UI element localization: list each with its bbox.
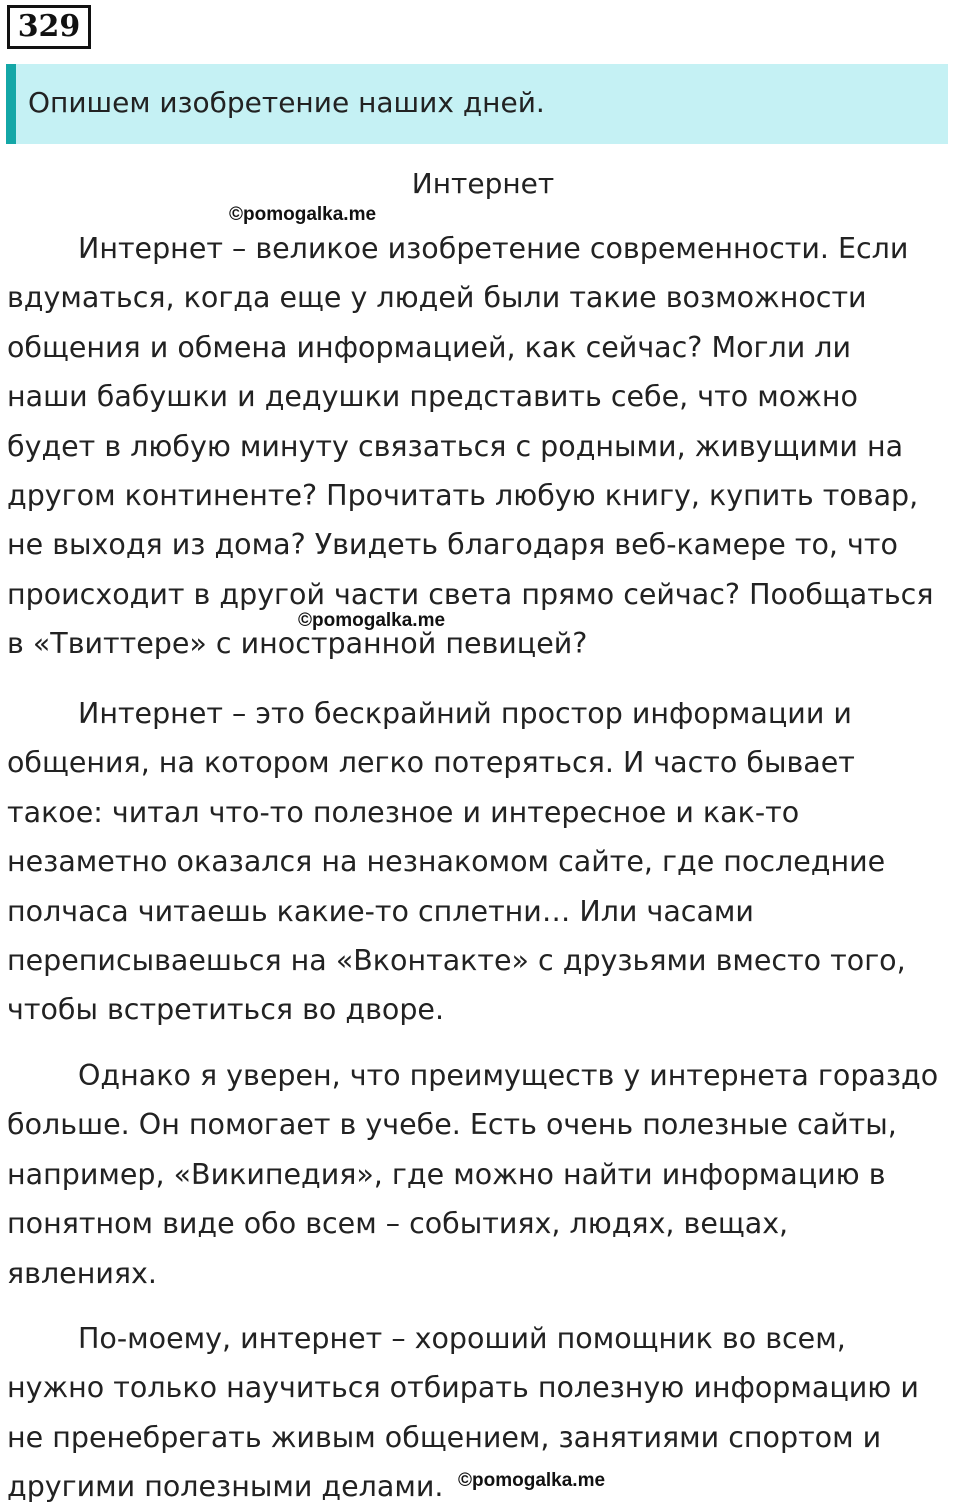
essay-paragraph-1 [7,224,960,669]
paragraph-line: чтобы встретиться во дворе. [7,993,445,1027]
paragraph-line: больше. Он помогает в учебе. Есть очень полезные сайты, [7,1108,897,1142]
paragraph-line: полчаса читаешь какие-то сплетни… Или часами [7,894,754,928]
paragraph-line: Интернет – великое изобретение современности. Если [78,232,909,265]
paragraph-line: другими полезными делами. [7,1470,444,1504]
paragraph-line: например, «Википедия», где можно найти информацию в [7,1157,886,1191]
essay-paragraph-3 [7,1051,960,1298]
watermark: ©pomogalka.me [229,204,377,225]
paragraph-line: будет в любую минуту связаться с родными, живущими на [7,429,904,463]
paragraph-line: Интернет – это бескрайний простор информации и [78,697,852,730]
paragraph-line: наши бабушки и дедушки представить себе, что можно [7,380,858,414]
watermark: ©pomogalka.me [458,1470,606,1491]
paragraph-line: не выходя из дома? Увидеть благодаря веб-камере то, что [7,528,898,562]
instruction-banner [6,64,948,144]
paragraph-line: общения, на котором легко потеряться. И часто бывает [7,746,855,780]
paragraph-line: Однако я уверен, что преимуществ у интернета гораздо [78,1059,939,1092]
paragraph-line: происходит в другой части света прямо сейчас? Пообщаться [7,577,934,611]
paragraph-line: понятном виде обо всем – событиях, людях, вещах, [7,1207,789,1241]
paragraph-line: общения и обмена информацией, как сейчас? Могли ли [7,330,852,364]
paragraph-line: переписываешься на «Вконтакте» с друзьями вместо того, [7,943,906,977]
instruction-text: Опишем изобретение наших дней. [28,86,545,119]
watermark: ©pomogalka.me [298,610,446,631]
paragraph-line: в «Твиттере» с иностранной певицей? [7,627,588,661]
paragraph-line: незаметно оказался на незнакомом сайте, где последние [7,845,886,879]
essay-title: Интернет [411,167,555,200]
paragraph-line: другом континенте? Прочитать любую книгу, купить товар, [7,478,919,512]
paragraph-line: не пренебрегать живым общением, занятиями спортом и [7,1420,882,1454]
paragraph-line: По-моему, интернет – хороший помощник во всем, [78,1322,846,1355]
paragraph-line: нужно только научиться отбирать полезную информацию и [7,1371,919,1405]
paragraph-line: такое: читал что-то полезное и интересное и как-то [7,795,800,829]
task-number-badge: 329 [7,5,91,49]
paragraph-line: вдуматься, когда еще у людей были такие возможности [7,281,867,315]
paragraph-line: явлениях. [7,1256,157,1290]
essay-paragraph-2 [7,689,960,1035]
